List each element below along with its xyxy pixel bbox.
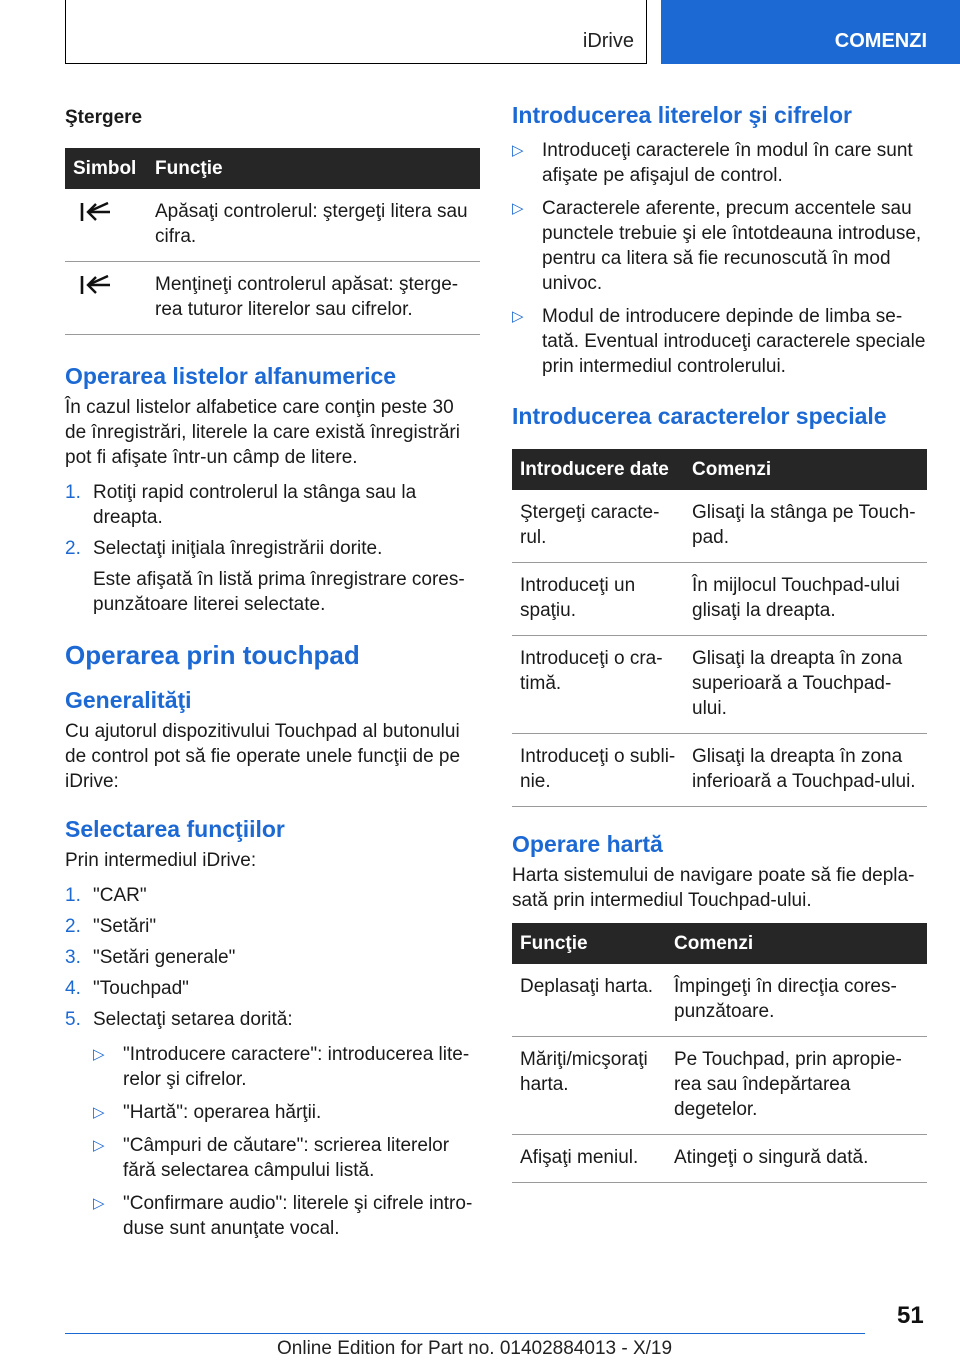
table-header-row: [512, 449, 927, 490]
table-row: [512, 964, 927, 1037]
table-cell: În mijlocul Touchpad-ului glisaţi la dreapta.: [684, 563, 927, 636]
list-item: 5. Selectaţi setarea dorită:: [65, 1009, 293, 1030]
list-item: 1. Rotiţi rapid controlerul la stânga sau la dreapta.: [65, 482, 417, 528]
footer-edition: Online Edition for Part no. 01402884013 - X/19: [277, 1338, 673, 1359]
table-cell: Ştergeţi caracterul.: [512, 490, 684, 563]
table-row: [512, 490, 927, 563]
stergere-table: [65, 148, 480, 335]
table-cell: Menţineţi controlerul apăsat: ştergerea tuturor literelor sau cifrelor.: [147, 262, 480, 335]
table-header-cell: Comenzi: [666, 923, 927, 964]
speciale-title: Introducerea caracterelor speciale: [512, 403, 887, 429]
table-header-cell: Comenzi: [684, 449, 927, 490]
table-cell: Împingeţi în direcţia corespunzătoare.: [666, 964, 927, 1037]
header-chapter-label: COMENZI: [834, 30, 927, 52]
table-cell: Deplasaţi harta.: [512, 964, 666, 1037]
delete-backward-icon: [79, 201, 115, 223]
table-cell: Apăsaţi controlerul: ştergeţi litera sau cifra.: [147, 189, 480, 262]
list-item: ▷ "Confirmare audio": literele şi cifrele introduse sunt anunţate vocal.: [93, 1193, 473, 1239]
bullet-triangle-icon: ▷: [93, 1104, 105, 1121]
selectarea-options: [65, 1042, 480, 1241]
list-item: ▷ Introduceţi caracterele în modul în care sunt afişate pe afişajul de control.: [512, 140, 913, 186]
bullet-triangle-icon: ▷: [512, 142, 524, 159]
table-cell: Atingeţi o singură dată.: [666, 1135, 927, 1183]
litere-cifre-bullets: [512, 138, 927, 379]
table-row: [512, 563, 927, 636]
list-item: ▷ "Hartă": operarea hărţii.: [93, 1102, 322, 1123]
table-row: [65, 189, 480, 262]
list-item: ▷ "Câmpuri de căutare": scrierea literelor fără selectarea câmpului listă.: [93, 1135, 450, 1181]
bullet-triangle-icon: ▷: [93, 1137, 105, 1154]
table-header-cell: Simbol: [65, 148, 147, 189]
table-cell: Afişaţi meniul.: [512, 1135, 666, 1183]
selectarea-intro: Prin intermediul iDrive:: [65, 850, 257, 871]
harta-intro: Harta sistemului de navigare poate să fie deplasată prin intermediul Touchpad-ului.: [512, 865, 915, 911]
list-item: 1. "CAR": [65, 885, 147, 906]
speciale-table: [512, 449, 927, 807]
left-column: [65, 100, 480, 1249]
table-cell: Glisaţi la dreapta în zona superioară a Touchpad-ului.: [684, 636, 927, 734]
stergere-title: Ştergere: [65, 107, 143, 128]
delete-backward-icon: [79, 274, 115, 296]
header-section-label: iDrive: [582, 30, 634, 52]
list-item: 2. Selectaţi iniţiala înregistrării dorite.: [65, 538, 383, 559]
table-row: [512, 636, 927, 734]
bullet-triangle-icon: ▷: [93, 1046, 105, 1063]
header-section-box: [65, 0, 647, 64]
footer-divider: [65, 1333, 865, 1334]
alfanumerice-note: Este afişată în listă prima înregistrare corespunzătoare literei selectate.: [93, 569, 465, 615]
table-row: [65, 262, 480, 335]
table-cell: Introduceţi o sublinie.: [512, 734, 684, 807]
table-cell: Măriţi/micşoraţi harta.: [512, 1037, 666, 1135]
list-item: 4. "Touchpad": [65, 978, 189, 999]
table-cell: Introduceţi o cratimă.: [512, 636, 684, 734]
harta-table: [512, 923, 927, 1183]
generalitati-title: Generalităţi: [65, 687, 192, 713]
touchpad-title: Operarea prin touchpad: [65, 640, 360, 670]
generalitati-text: Cu ajutorul dispozitivului Touchpad al butonului de control pot să fie operate unele funcţii de pe iDrive:: [65, 721, 461, 792]
table-cell: [65, 262, 147, 335]
table-header-row: [512, 923, 927, 964]
table-header-cell: Funcţie: [512, 923, 666, 964]
bullet-triangle-icon: ▷: [512, 200, 524, 217]
list-item: ▷ Modul de introducere depinde de limba setată. Eventual introduceţi caracterele speciale prin intermediul controlerului.: [512, 306, 926, 377]
table-cell: [65, 189, 147, 262]
litere-cifre-title: Introducerea literelor şi cifrelor: [512, 102, 853, 128]
page-number: 51: [897, 1302, 924, 1329]
selectarea-title: Selectarea funcţiilor: [65, 816, 285, 842]
table-cell: Glisaţi la dreapta în zona inferioară a Touchpad-ului.: [684, 734, 927, 807]
list-item: ▷ Caracterele aferente, precum accentele sau punctele trebuie şi ele întotdeauna introduse, pentru ca litera să fie recunoscută în mod univoc.: [512, 198, 922, 294]
table-header-cell: Introducere date: [512, 449, 684, 490]
bullet-triangle-icon: ▷: [512, 308, 524, 325]
alfanumerice-intro: În cazul listelor alfabetice care conţin peste 30 de înregistrări, literele la care există înregistrări pot fi afişate într-un câmp de litere.: [65, 397, 460, 468]
list-item: 2. "Setări": [65, 916, 157, 937]
alfanumerice-title: Operarea listelor alfanumerice: [65, 363, 397, 389]
table-row: [512, 1037, 927, 1135]
table-row: [512, 1135, 927, 1183]
table-header-cell: Funcţie: [147, 148, 480, 189]
harta-title: Operare hartă: [512, 831, 663, 857]
bullet-triangle-icon: ▷: [93, 1195, 105, 1212]
header-chapter-tab[interactable]: [661, 0, 960, 64]
selectarea-steps: [65, 883, 480, 1032]
table-cell: Introduceţi un spaţiu.: [512, 563, 684, 636]
list-item: 3. "Setări generale": [65, 947, 236, 968]
alfanumerice-steps: [65, 480, 480, 561]
table-cell: Pe Touchpad, prin apropierea sau îndepărtarea degetelor.: [666, 1037, 927, 1135]
table-header-row: [65, 148, 480, 189]
table-row: [512, 734, 927, 807]
right-column: [512, 100, 927, 1183]
table-cell: Glisaţi la stânga pe Touchpad.: [684, 490, 927, 563]
list-item: ▷ "Introducere caractere": introducerea literelor şi cifrelor.: [93, 1044, 470, 1090]
